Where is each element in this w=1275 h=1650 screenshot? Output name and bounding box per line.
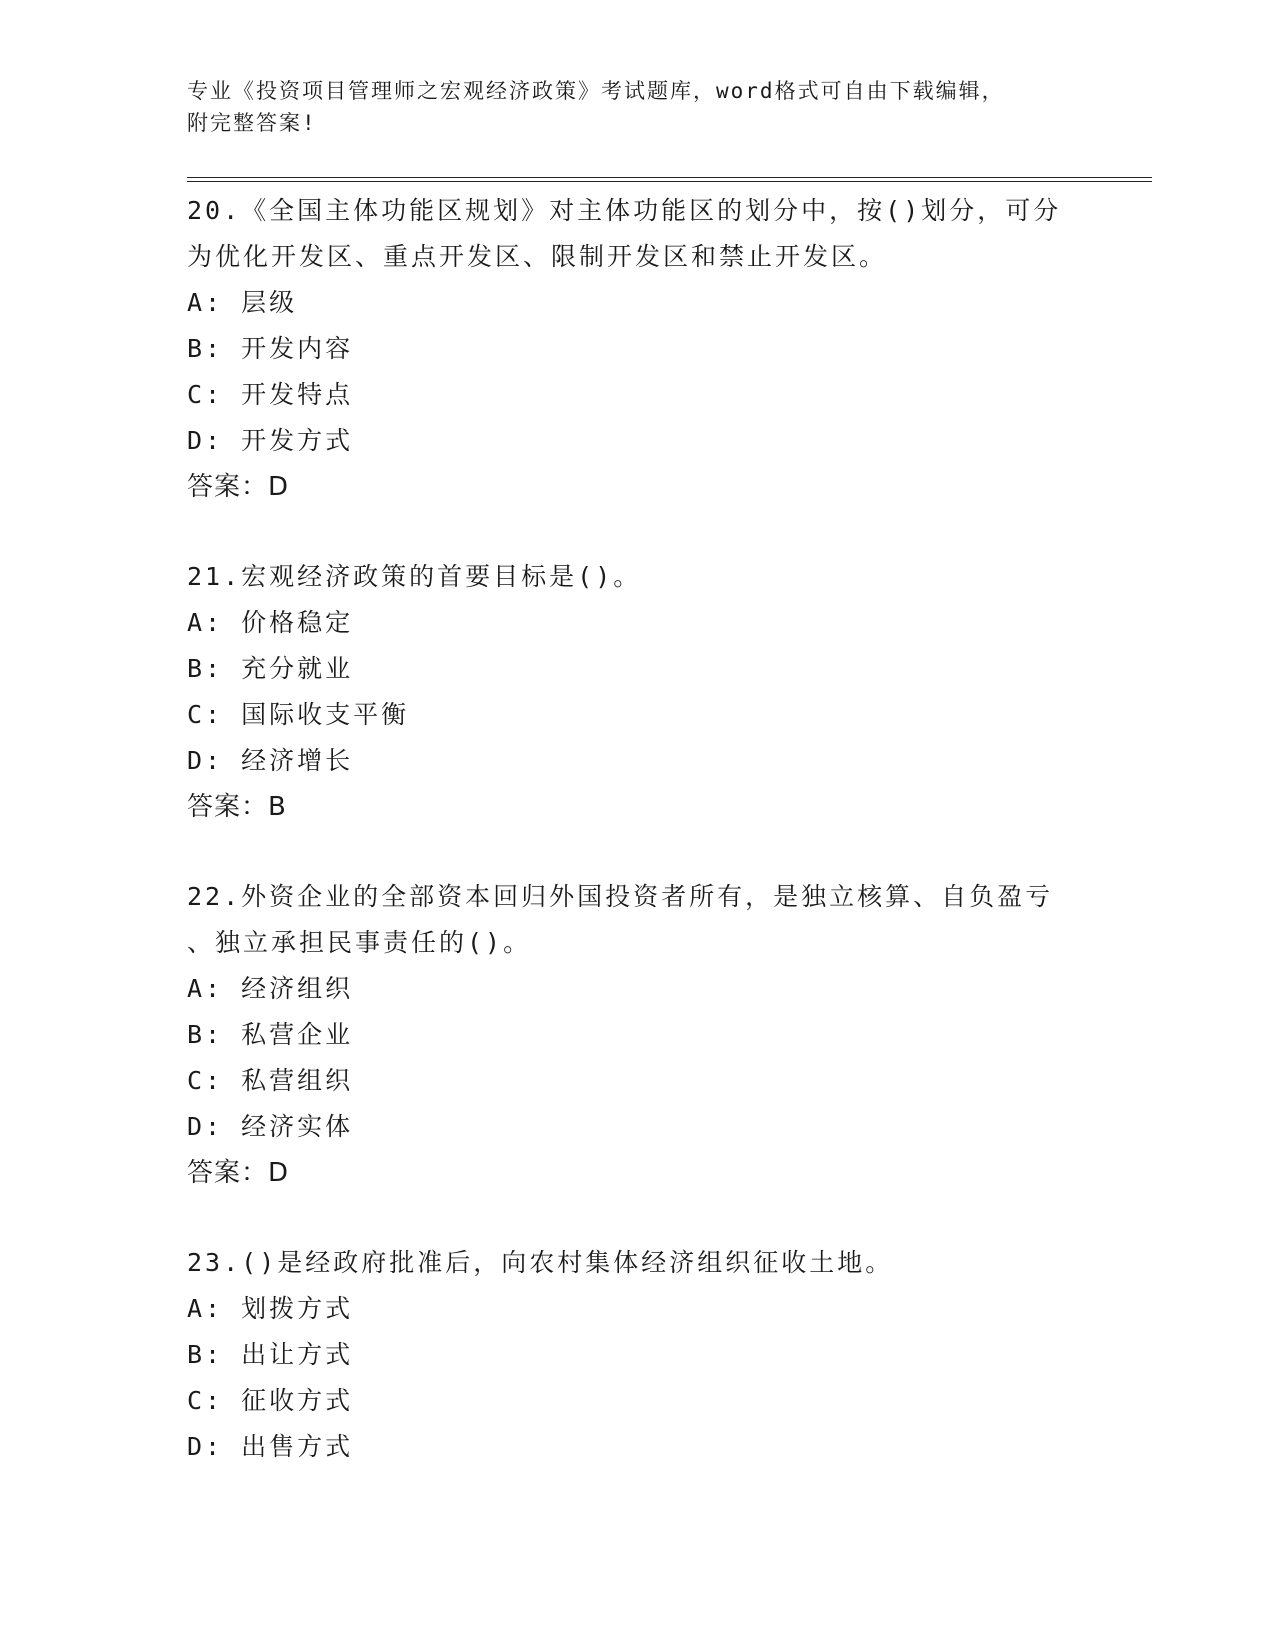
option-a: A: 划拨方式	[187, 1294, 354, 1323]
option-c: C: 开发特点	[187, 380, 354, 409]
header-line-2: 附完整答案!	[187, 111, 317, 135]
header-divider	[187, 177, 1152, 182]
question-stem-line: 21.宏观经济政策的首要目标是()。	[187, 562, 642, 591]
question-stem-line: 20.《全国主体功能区规划》对主体功能区的划分中，按()划分，可分	[187, 196, 1062, 225]
option-b: B: 私营企业	[187, 1020, 354, 1049]
option-d: D: 经济增长	[187, 746, 354, 775]
answer-line: 答案：D	[187, 1158, 290, 1188]
question-stem-line: 23.()是经政府批准后，向农村集体经济组织征收土地。	[187, 1248, 894, 1277]
option-c: C: 国际收支平衡	[187, 700, 410, 729]
question-stem-line: 22.外资企业的全部资本回归外国投资者所有，是独立核算、自负盈亏	[187, 882, 1054, 911]
answer-line: 答案：B	[187, 792, 287, 822]
option-a: A: 经济组织	[187, 974, 354, 1003]
option-c: C: 私营组织	[187, 1066, 354, 1095]
question-23	[187, 1240, 1087, 1470]
option-a: A: 层级	[187, 288, 298, 317]
question-21	[187, 554, 1087, 830]
option-b: B: 开发内容	[187, 334, 354, 363]
question-list	[187, 188, 1087, 1514]
option-c: C: 征收方式	[187, 1386, 354, 1415]
option-d: D: 开发方式	[187, 426, 354, 455]
document-header	[187, 75, 1087, 139]
question-stem-line: 、独立承担民事责任的()。	[187, 928, 532, 957]
question-stem-line: 为优化开发区、重点开发区、限制开发区和禁止开发区。	[187, 242, 888, 271]
answer-line: 答案：D	[187, 472, 290, 502]
option-d: D: 出售方式	[187, 1432, 354, 1461]
option-b: B: 充分就业	[187, 654, 354, 683]
question-20	[187, 188, 1087, 510]
question-22	[187, 874, 1087, 1196]
option-b: B: 出让方式	[187, 1340, 354, 1369]
option-a: A: 价格稳定	[187, 608, 354, 637]
option-d: D: 经济实体	[187, 1112, 354, 1141]
header-line-1: 专业《投资项目管理师之宏观经济政策》考试题库，word格式可自由下载编辑，	[187, 79, 1005, 103]
